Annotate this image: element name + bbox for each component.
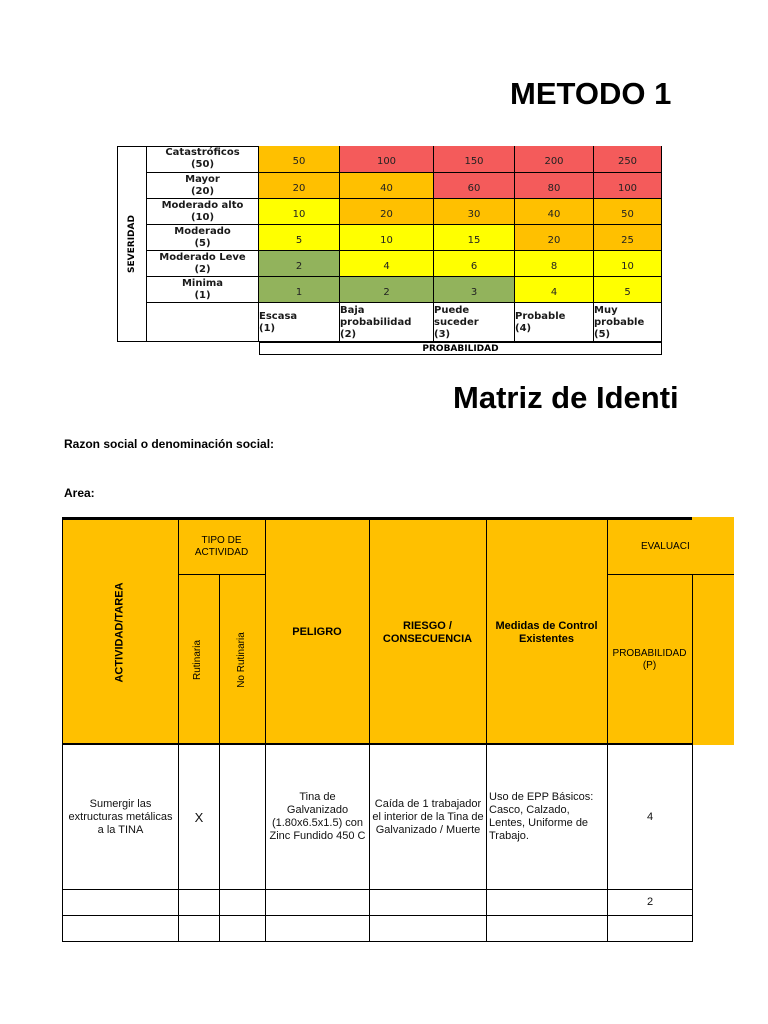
- table-cell-probabilidad: 4: [607, 743, 693, 890]
- risk-cell-0-1: [340, 146, 434, 173]
- table-cell-actividad: [62, 889, 179, 916]
- risk-cell-5-2: [434, 277, 515, 303]
- probability-label-3: [515, 303, 594, 342]
- severity-label-line1: Moderado Leve: [159, 251, 246, 263]
- risk-cell-5-4: [594, 277, 662, 303]
- risk-cell-value: 100: [376, 156, 397, 167]
- severity-label-line2: (1): [194, 289, 211, 301]
- table-cell-medidas: Uso de EPP Básicos: Casco, Calzado, Lentes, Uniforme de Trabajo.: [486, 743, 608, 890]
- header-medidas: Medidas de Control Existentes: [486, 520, 608, 745]
- risk-cell-4-1: [340, 251, 434, 277]
- risk-cell-0-4: [594, 146, 662, 173]
- risk-cell-4-3: [515, 251, 594, 277]
- risk-cell-0-2: [434, 146, 515, 173]
- risk-cell-value: 4: [550, 286, 558, 298]
- risk-cell-value: 10: [621, 260, 634, 272]
- risk-cell-1-0: [259, 173, 340, 199]
- probability-axis-text: PROBABILIDAD: [422, 343, 499, 354]
- risk-cell-value: 60: [467, 182, 481, 194]
- severity-axis-text: SEVERIDAD: [127, 214, 137, 273]
- risk-cell-value: 20: [292, 182, 306, 194]
- table-cell-peligro: [265, 915, 370, 942]
- risk-cell-value: 50: [621, 208, 634, 220]
- severity-label-3: [147, 225, 259, 251]
- probability-line1: Probable: [515, 310, 566, 322]
- risk-cell-value: 150: [464, 156, 484, 167]
- severity-label-5: [147, 277, 259, 303]
- risk-cell-3-2: [434, 225, 515, 251]
- severity-label-line2: (5): [194, 237, 211, 249]
- probability-corner-cell: [147, 303, 259, 342]
- severity-label-1: [147, 173, 259, 199]
- risk-cell-value: 3: [470, 286, 478, 298]
- table-cell-riesgo: Caída de 1 trabajador el interior de la Tina de Galvanizado / Muerte: [369, 743, 487, 890]
- matriz-title: Matriz de Identi: [453, 380, 679, 415]
- probability-line1: Muy: [594, 304, 618, 316]
- probability-label-4: [594, 303, 662, 342]
- table-cell-rutinaria: [178, 915, 220, 942]
- table-cell-actividad: [62, 915, 179, 942]
- severity-label-line1: Minima: [181, 277, 224, 289]
- header-probabilidad: PROBABILIDAD (P): [607, 575, 693, 745]
- risk-cell-5-3: [515, 277, 594, 303]
- table-cell-actividad: Sumergir las extructuras metálicas a la TINA: [62, 743, 179, 890]
- severity-axis-label: [117, 146, 147, 342]
- severity-label-line2: (10): [190, 211, 215, 223]
- severity-label-line2: (2): [194, 263, 211, 275]
- risk-cell-value: 2: [383, 286, 390, 298]
- identification-matrix: [62, 517, 734, 943]
- risk-cell-value: 8: [550, 260, 558, 272]
- header-peligro: PELIGRO: [265, 520, 370, 745]
- area-label: Area:: [64, 486, 95, 500]
- probability-line1: Puede: [434, 304, 470, 316]
- table-cell-probabilidad: [607, 915, 693, 942]
- severity-label-4: [147, 251, 259, 277]
- razon-social-label: Razon social o denominación social:: [64, 437, 275, 451]
- risk-cell-value: 250: [617, 156, 638, 167]
- risk-cell-3-0: [259, 225, 340, 251]
- probability-label-2: [434, 303, 515, 342]
- header-actividad: ACTIVIDAD/TAREA: [62, 520, 179, 745]
- probability-line1: Escasa: [259, 310, 298, 322]
- risk-cell-4-2: [434, 251, 515, 277]
- header-no-rutinaria: No Rutinaria: [219, 575, 266, 745]
- header-evaluacion: EVALUACI: [607, 520, 734, 575]
- risk-cell-5-0: [259, 277, 340, 303]
- risk-cell-value: 40: [380, 182, 393, 194]
- severity-label-line2: (20): [190, 185, 215, 197]
- risk-cell-2-3: [515, 199, 594, 225]
- risk-cell-value: 100: [617, 182, 638, 194]
- table-cell-medidas: [486, 915, 608, 942]
- risk-cell-1-3: [515, 173, 594, 199]
- risk-cell-value: 20: [547, 234, 561, 246]
- probability-line3: (3): [434, 328, 451, 340]
- risk-cell-4-4: [594, 251, 662, 277]
- risk-cell-0-0: [259, 146, 340, 173]
- probability-line1: Baja: [340, 304, 365, 316]
- risk-cell-0-3: [515, 146, 594, 173]
- table-cell-no_rutinaria: [219, 915, 266, 942]
- risk-cell-2-2: [434, 199, 515, 225]
- risk-matrix: [117, 146, 662, 355]
- probability-line2: probabilidad: [340, 316, 412, 328]
- table-cell-rutinaria: X: [178, 743, 220, 890]
- table-cell-rutinaria: [178, 889, 220, 916]
- risk-cell-5-1: [340, 277, 434, 303]
- risk-cell-3-4: [594, 225, 662, 251]
- risk-cell-2-1: [340, 199, 434, 225]
- probability-label-1: [340, 303, 434, 342]
- probability-label-0: [259, 303, 340, 342]
- probability-line2: (4): [515, 322, 532, 334]
- risk-cell-value: 1: [295, 286, 303, 298]
- severity-label-0: [147, 146, 259, 173]
- risk-cell-1-4: [594, 173, 662, 199]
- risk-cell-value: 10: [292, 208, 306, 220]
- probability-line3: (5): [594, 328, 611, 340]
- table-cell-probabilidad: 2: [607, 889, 693, 916]
- risk-cell-4-0: [259, 251, 340, 277]
- header-riesgo: RIESGO / CONSECUENCIA: [369, 520, 487, 745]
- header-tipo-actividad: TIPO DE ACTIVIDAD: [178, 520, 266, 575]
- probability-line2: (1): [259, 322, 276, 334]
- risk-cell-3-3: [515, 225, 594, 251]
- table-cell-peligro: Tina de Galvanizado (1.80x6.5x1.5) con Zinc Fundido 450 C: [265, 743, 370, 890]
- risk-cell-value: 20: [380, 208, 393, 220]
- probability-line2: suceder: [434, 316, 479, 328]
- risk-cell-2-0: [259, 199, 340, 225]
- table-cell-riesgo: [369, 915, 487, 942]
- risk-cell-2-4: [594, 199, 662, 225]
- severity-label-2: [147, 199, 259, 225]
- table-cell-no_rutinaria: [219, 743, 266, 890]
- risk-cell-1-2: [434, 173, 515, 199]
- risk-cell-1-1: [340, 173, 434, 199]
- risk-cell-3-1: [340, 225, 434, 251]
- severity-label-line1: Moderado: [174, 225, 231, 237]
- risk-cell-value: 200: [544, 156, 564, 167]
- probability-line3: (2): [340, 328, 357, 340]
- probability-line2: probable: [594, 316, 645, 328]
- metodo-title: METODO 1: [510, 76, 672, 111]
- table-cell-riesgo: [369, 889, 487, 916]
- risk-cell-value: 10: [380, 234, 393, 246]
- probability-axis-label: [259, 342, 662, 355]
- risk-cell-value: 2: [295, 260, 303, 272]
- table-cell-no_rutinaria: [219, 889, 266, 916]
- severity-label-line1: Catastróficos: [165, 147, 240, 158]
- risk-cell-value: 5: [624, 286, 631, 298]
- risk-cell-value: 40: [547, 208, 561, 220]
- table-cell-medidas: [486, 889, 608, 916]
- table-cell-peligro: [265, 889, 370, 916]
- risk-cell-value: 50: [292, 156, 306, 167]
- risk-cell-value: 5: [295, 234, 303, 246]
- risk-cell-value: 15: [467, 234, 481, 246]
- severity-label-line2: (50): [190, 159, 215, 170]
- risk-cell-value: 4: [383, 260, 390, 272]
- header-rutinaria: Rutinaria: [178, 575, 220, 745]
- severity-label-line1: Mayor: [185, 173, 220, 185]
- risk-cell-value: 80: [547, 182, 561, 194]
- risk-cell-value: 30: [467, 208, 481, 220]
- severity-label-line1: Moderado alto: [161, 199, 244, 211]
- risk-cell-value: 25: [621, 234, 634, 246]
- risk-cell-value: 6: [470, 260, 478, 272]
